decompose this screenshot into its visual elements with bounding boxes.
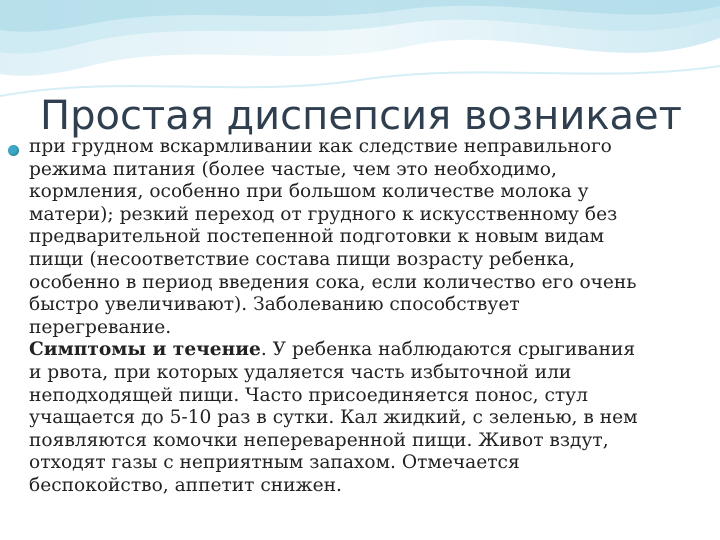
- text-segment: быстро увеличивают). Заболеванию способствует: [29, 294, 520, 316]
- text-segment: и рвота, при которых удаляется часть избыточной или: [29, 361, 572, 383]
- text-line: [29, 204, 713, 227]
- text-line: [29, 430, 713, 453]
- text-segment: пищи (несоответствие состава пищи возрасту ребенка,: [29, 248, 576, 270]
- text-line: [29, 249, 713, 272]
- text-line: [29, 407, 713, 430]
- text-line: [29, 339, 713, 362]
- text-line: [29, 226, 713, 249]
- text-line: [29, 294, 713, 317]
- text-segment: матери); резкий переход от грудного к искусственному без: [29, 203, 618, 225]
- body-paragraph: [29, 136, 713, 498]
- text-line: [29, 452, 713, 475]
- text-segment: кормления, особенно при большом количестве молока у: [29, 181, 589, 203]
- round-bullet-icon: [8, 145, 19, 156]
- text-segment: предварительной постепенной подготовки к новым видам: [29, 226, 605, 248]
- text-line: [29, 181, 713, 204]
- text-line: [29, 475, 713, 498]
- text-segment: при грудном вскармливании как следствие неправильного: [29, 136, 612, 157]
- text-segment: неподходящей пищи. Часто присоединяется понос, стул: [29, 384, 588, 406]
- slide-body: [8, 136, 713, 498]
- text-segment: отходят газы с неприятным запахом. Отмечается: [29, 452, 520, 474]
- text-segment: появляются комочки непереваренной пищи. Живот вздут,: [29, 429, 609, 451]
- slide-title: Простая диспепсия возникает: [40, 93, 682, 139]
- text-line: [29, 317, 713, 340]
- text-segment: режима питания (более частые, чем это необходимо,: [29, 158, 557, 180]
- bold-text-segment: Симптомы и течение: [29, 339, 261, 361]
- text-segment: учащается до 5-10 раз в сутки. Кал жидкий, с зеленью, в нем: [29, 407, 638, 429]
- text-segment: перегревание.: [29, 316, 172, 338]
- text-line: [29, 159, 713, 182]
- text-line: [29, 362, 713, 385]
- text-line: [29, 385, 713, 408]
- text-segment: особенно в период введения сока, если количество его очень: [29, 271, 637, 293]
- text-line: [29, 136, 713, 159]
- text-segment: беспокойство, аппетит снижен.: [29, 474, 342, 496]
- text-segment: . У ребенка наблюдаются срыгивания: [260, 339, 636, 361]
- text-line: [29, 272, 713, 295]
